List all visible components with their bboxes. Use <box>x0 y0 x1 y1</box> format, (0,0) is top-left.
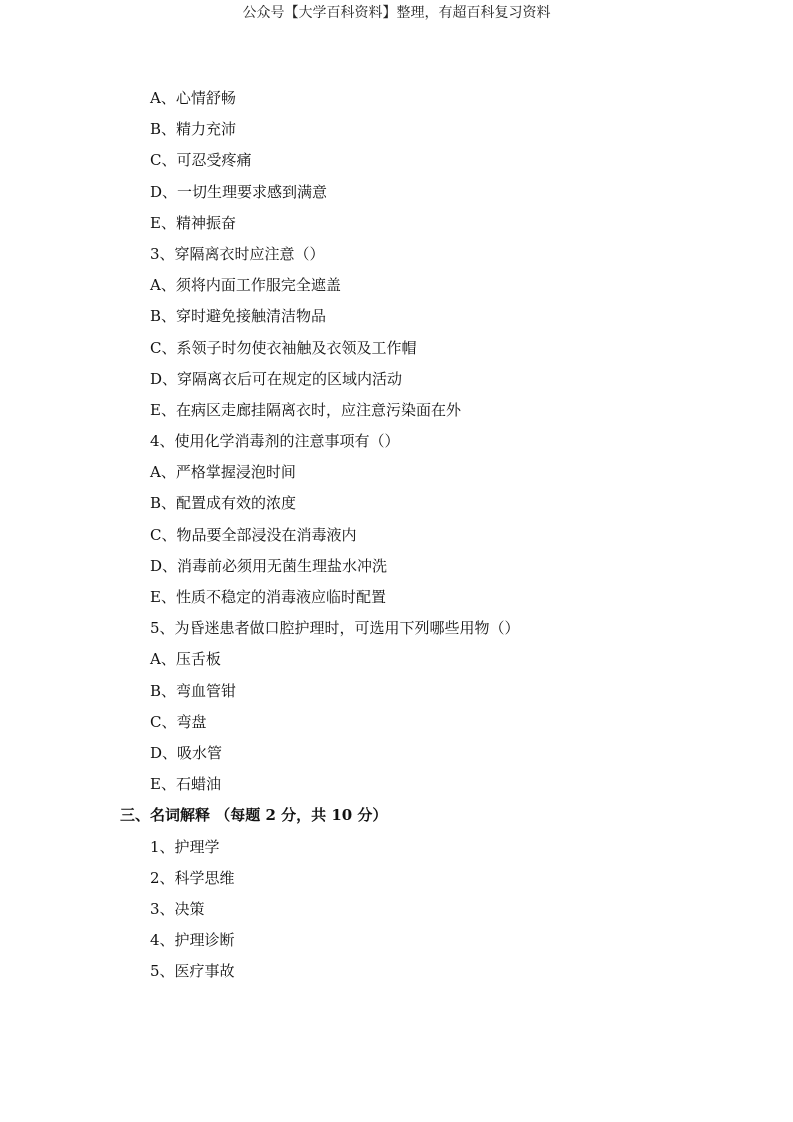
text-line: C、可忍受疼痛 <box>150 151 252 170</box>
text-line: E、性质不稳定的消毒液应临时配置 <box>150 588 386 606</box>
text-line: A、严格掌握浸泡时间 <box>150 463 296 482</box>
text-line: C、弯盘 <box>150 712 207 731</box>
text-line: A、须将内面工作服完全遮盖 <box>150 276 341 295</box>
text-line: E、精神振奋 <box>150 213 236 232</box>
text-line: D、消毒前必须用无菌生理盐水冲洗 <box>150 556 388 575</box>
text-line: 1、护理学 <box>150 837 220 856</box>
page-header: 公众号【大学百科资料】整理，有超百科复习资料 <box>242 5 551 21</box>
text-line: A、压舌板 <box>150 650 221 669</box>
text-line: 5、医疗事故 <box>150 962 235 981</box>
text-line: 4、护理诊断 <box>150 931 235 950</box>
text-line: 2、科学思维 <box>150 868 235 887</box>
text-line: 5、为昏迷患者做口腔护理时，可选用下列哪些用物（） <box>150 619 520 638</box>
document-body <box>0 86 793 990</box>
text-line: B、配置成有效的浓度 <box>150 494 297 513</box>
text-line: A、心情舒畅 <box>150 89 236 107</box>
text-line: D、吸水管 <box>150 743 223 762</box>
text-line: B、弯血管钳 <box>150 681 237 700</box>
text-line: C、物品要全部浸没在消毒液内 <box>150 525 357 544</box>
text-line: 4、使用化学消毒剂的注意事项有（） <box>150 432 400 451</box>
section-heading: 三、名词解释 （每题 2 分，共 10 分） <box>120 806 388 825</box>
text-line: C、系领子时勿使衣袖触及衣领及工作帽 <box>150 338 417 357</box>
text-line: B、穿时避免接触清洁物品 <box>150 307 327 326</box>
text-line: B、精力充沛 <box>150 120 237 139</box>
text-line: D、一切生理要求感到满意 <box>150 182 328 201</box>
text-line: 3、决策 <box>150 899 205 918</box>
text-line: E、石蜡油 <box>150 775 221 794</box>
text-line: E、在病区走廊挂隔离衣时，应注意污染面在外 <box>150 400 461 419</box>
text-line: 3、穿隔离衣时应注意（） <box>150 244 325 263</box>
text-line: D、穿隔离衣后可在规定的区域内活动 <box>150 369 403 388</box>
